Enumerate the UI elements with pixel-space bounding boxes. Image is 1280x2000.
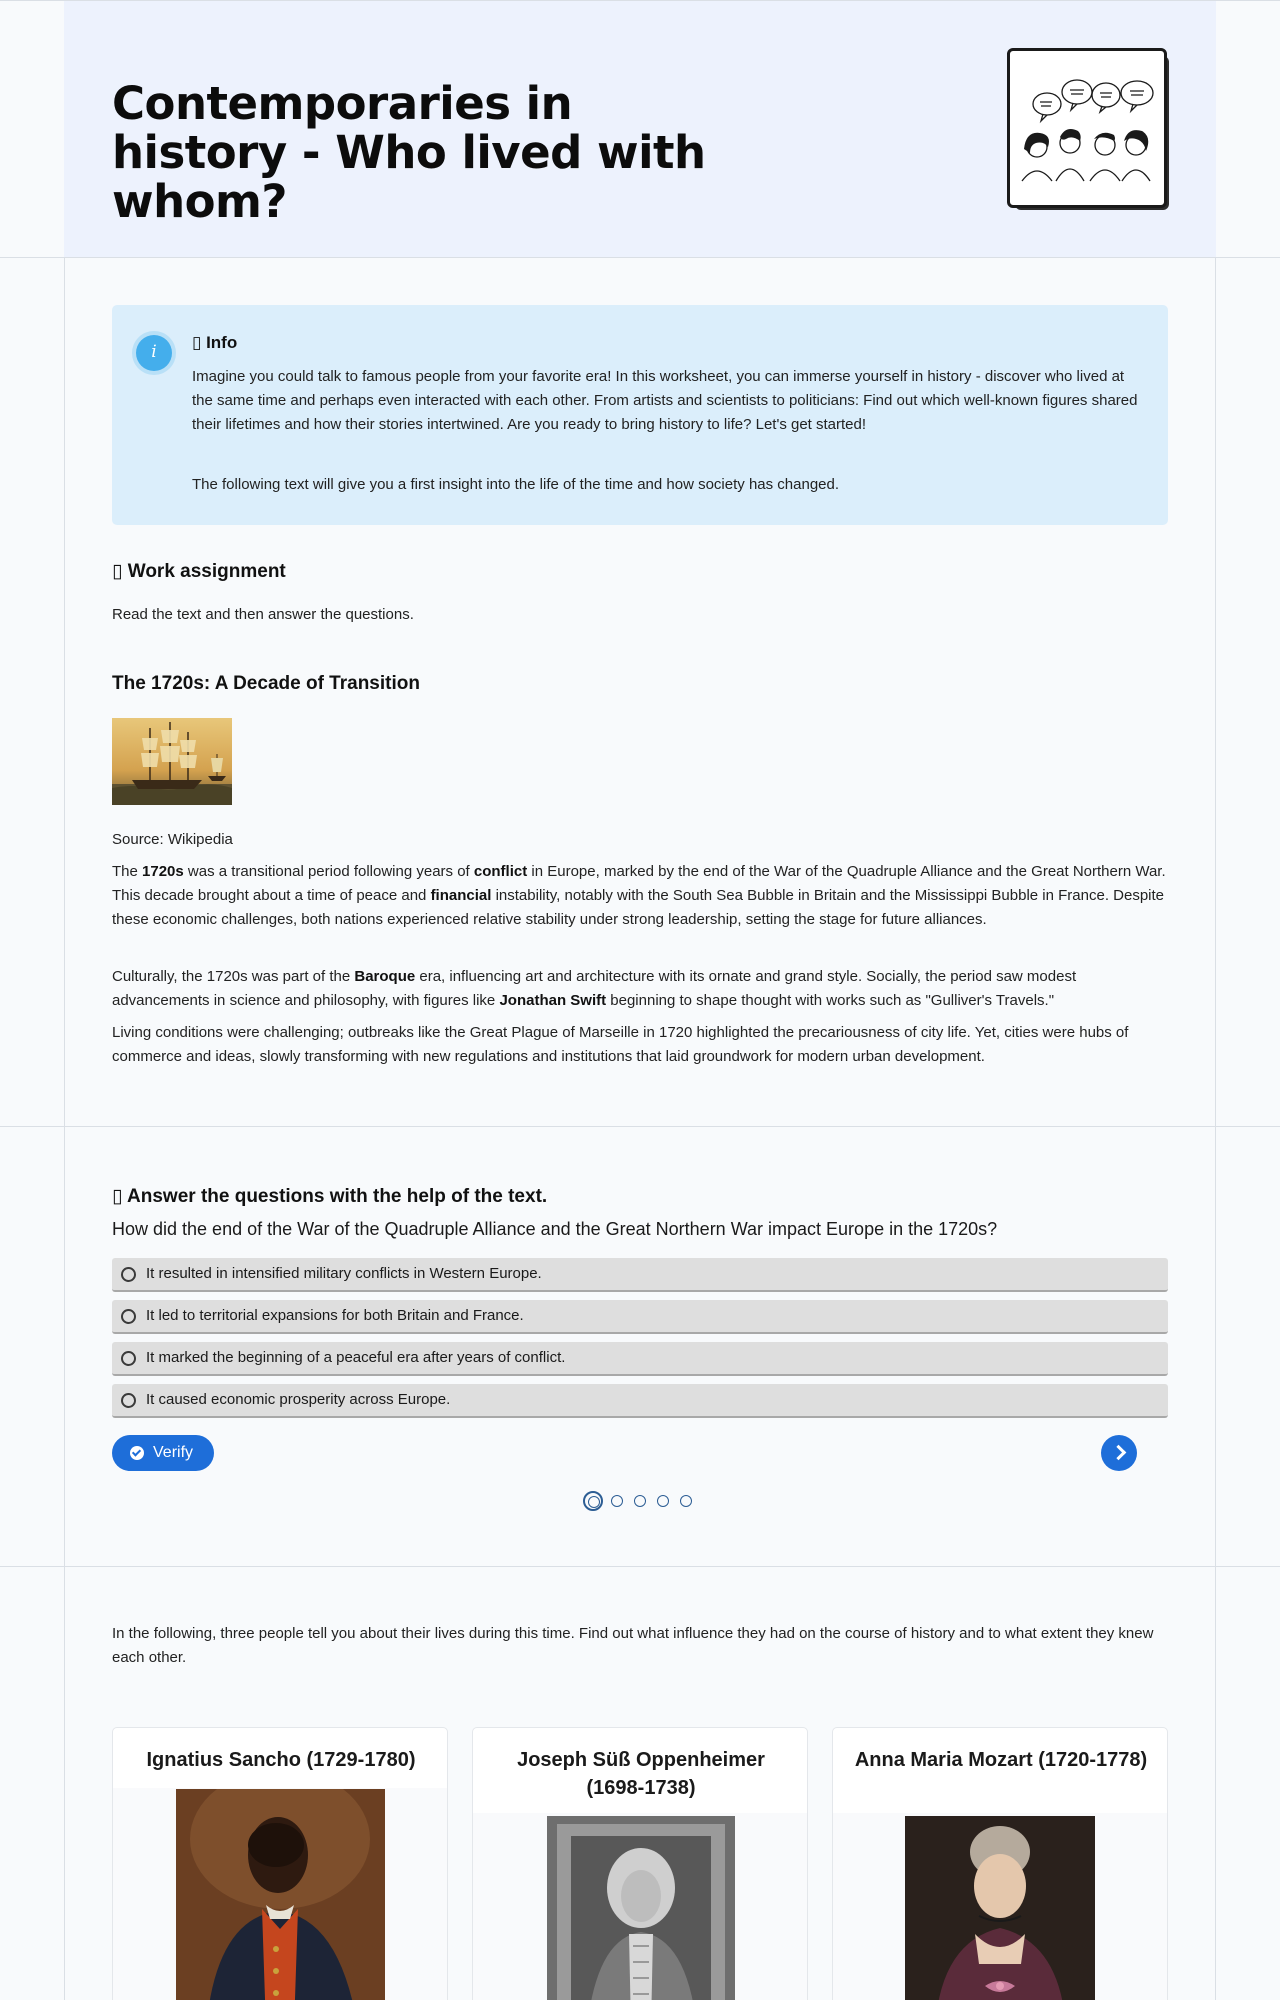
info-icon: i <box>136 335 172 371</box>
person-card[interactable] <box>472 1727 808 2000</box>
quiz-heading: ▯ Answer the questions with the help of the text. <box>112 1186 548 1207</box>
radio-button[interactable] <box>121 1267 136 1282</box>
next-question-button[interactable] <box>1101 1435 1137 1471</box>
person-name: Joseph Süß Oppenheimer (1698-1738) <box>517 1749 765 1799</box>
answer-option-label: It led to territorial expansions for both Britain and France. <box>146 1307 524 1324</box>
page-header <box>64 1 1216 257</box>
assignment-text: Read the text and then answer the questions. <box>112 606 414 623</box>
question-dot-active[interactable] <box>583 1491 603 1511</box>
person-card[interactable] <box>832 1727 1168 2000</box>
answer-option-label: It caused economic prosperity across Europe. <box>146 1391 451 1408</box>
article-paragraph: The 1720s was a transitional period following years of conflict in Europe, marked by the end of the War of the Quadruple Alliance and the Great Northern War. This decade brought about a time of peace and financial instability, notably with the South Sea Bubble in Britain and the Mississippi Bubble in France. Despite these economic challenges, both nations experienced relative stability under strong leadership, setting the stage for future alliances. <box>112 863 1166 928</box>
answer-option-label: It resulted in intensified military conflicts in Western Europe. <box>146 1265 542 1282</box>
answer-option[interactable] <box>112 1258 1168 1292</box>
page-title: Contemporaries in history - Who lived with whom? <box>112 77 706 228</box>
info-text-secondary: The following text will give you a first insight into the life of the time and how society has changed. <box>192 476 840 493</box>
divider <box>64 0 65 2000</box>
verify-button-label: Verify <box>153 1444 194 1461</box>
answer-option[interactable] <box>112 1300 1168 1334</box>
answer-option[interactable] <box>112 1342 1168 1376</box>
radio-button[interactable] <box>121 1393 136 1408</box>
info-box <box>112 305 1168 525</box>
divider <box>0 1126 1280 1127</box>
person-card[interactable] <box>112 1727 448 2000</box>
divider <box>0 1566 1280 1567</box>
person-portrait <box>176 1789 385 2000</box>
image-source: Source: Wikipedia <box>112 831 233 848</box>
divider <box>0 257 1280 258</box>
divider <box>1215 0 1216 2000</box>
verify-button[interactable] <box>112 1435 214 1471</box>
people-intro: In the following, three people tell you about their lives during this time. Find out what influence they had on the course of history and to what extent they knew each other. <box>112 1625 1154 1666</box>
sailing-ship-painting <box>112 718 232 805</box>
question-dot[interactable] <box>634 1495 646 1507</box>
article-paragraph: Living conditions were challenging; outbreaks like the Great Plague of Marseille in 1720 highlighted the precariousness of city life. Yet, cities were hubs of commerce and ideas, slowly transforming with new regulations and institutions that laid groundwork for modern urban development. <box>112 1024 1129 1065</box>
radio-button[interactable] <box>121 1309 136 1324</box>
question-dot[interactable] <box>680 1495 692 1507</box>
people-talking-icon <box>1010 51 1164 205</box>
sailing-ship-image <box>112 718 232 805</box>
check-circle-icon <box>130 1446 144 1460</box>
answer-option[interactable] <box>112 1384 1168 1418</box>
answer-option-label: It marked the beginning of a peaceful era after years of conflict. <box>146 1349 566 1366</box>
question-dot[interactable] <box>657 1495 669 1507</box>
question-dot[interactable] <box>611 1495 623 1507</box>
person-name: Ignatius Sancho (1729-1780) <box>146 1749 416 1771</box>
worksheet-logo <box>1007 48 1169 210</box>
article-title: The 1720s: A Decade of Transition <box>112 673 420 694</box>
person-portrait <box>905 1816 1095 2000</box>
quiz-question: How did the end of the War of the Quadruple Alliance and the Great Northern War impact Europe in the 1720s? <box>112 1219 998 1239</box>
person-portrait <box>547 1816 735 2000</box>
radio-button[interactable] <box>121 1351 136 1366</box>
article-paragraph: Culturally, the 1720s was part of the Baroque era, influencing art and architecture with its ornate and grand style. Socially, the period saw modest advancements in science and philosophy, with figures like Jonathan Swift beginning to shape thought with works such as "Gulliver's Travels." <box>112 968 1077 1009</box>
info-text: Imagine you could talk to famous people from your favorite era! In this worksheet, you can immerse yourself in history - discover who lived at the same time and perhaps even interacted with each other. From artists and scientists to politicians: Find out which well-known figures shared their lifetimes and how their stories intertwined. Are you ready to bring history to life? Let's get started! <box>192 368 1138 433</box>
person-name: Anna Maria Mozart (1720-1778) <box>854 1749 1148 1771</box>
info-title: ▯ Info <box>192 333 238 352</box>
assignment-title: ▯ Work assignment <box>112 561 286 582</box>
